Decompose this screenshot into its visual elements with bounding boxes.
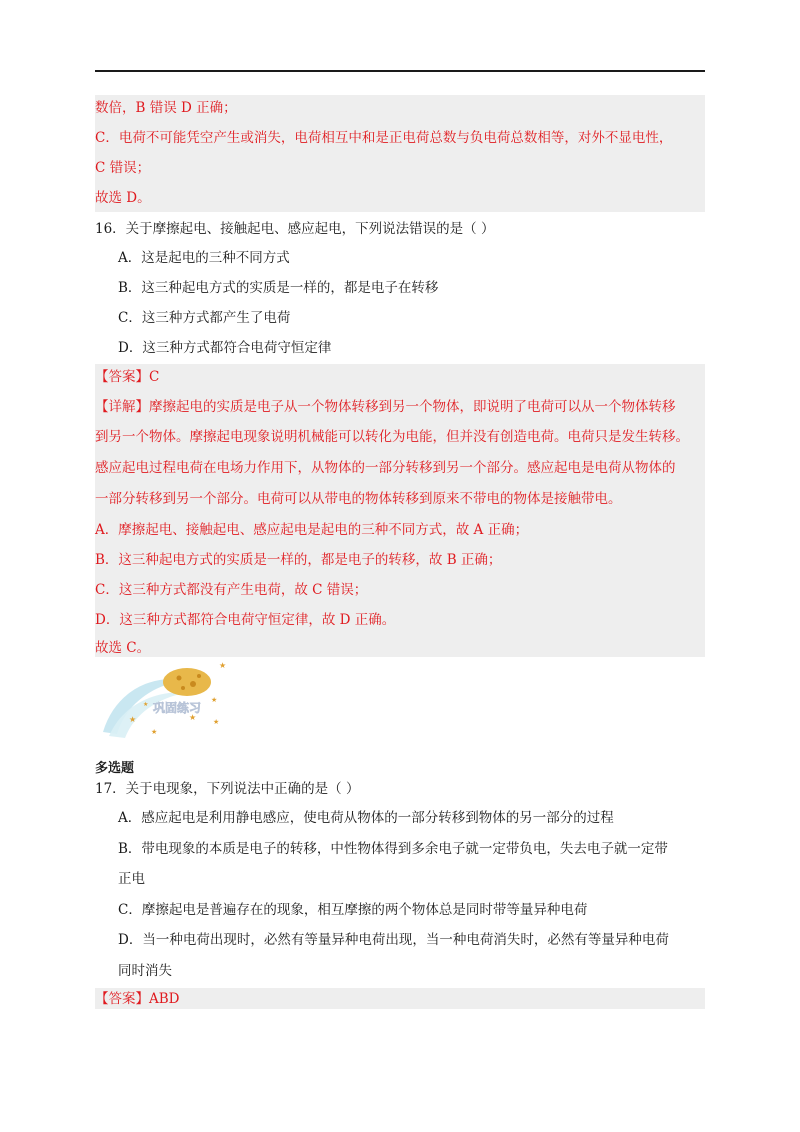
q16-detail-line: A．摩擦起电、接触起电、感应起电是起电的三种不同方式，故 A 正确； bbox=[95, 522, 529, 538]
q17-answer: 【答案】ABD bbox=[95, 991, 180, 1007]
header-rule bbox=[95, 70, 705, 72]
question-16-option-a: A．这是起电的三种不同方式 bbox=[118, 250, 290, 266]
q16-detail-line: 感应起电过程电荷在电场力作用下，从物体的一部分转移到另一个部分。感应起电是电荷从物体的 bbox=[95, 460, 676, 476]
q16-detail-line: 一部分转移到另一个部分。电荷可以从带电的物体转移到原来不带电的物体是接触带电。 bbox=[95, 491, 622, 507]
section-badge-label: 巩固练习 bbox=[153, 701, 202, 715]
q16-detail-line: 到另一个物体。摩擦起电现象说明机械能可以转化为电能，但并没有创造电荷。电荷只是发生转移。 bbox=[95, 429, 689, 445]
question-17-option-c: C．摩擦起电是普遍存在的现象，相互摩擦的两个物体总是同时带等量异种电荷 bbox=[118, 902, 588, 918]
q16-detail-line: B．这三种起电方式的实质是一样的，都是电子的转移，故 B 正确； bbox=[95, 552, 502, 568]
question-17-option-d: D．当一种电荷出现时，必然有等量异种电荷出现，当一种电荷消失时，必然有等量异种电荷 bbox=[118, 932, 669, 948]
question-17-option-b-cont: 正电 bbox=[118, 871, 145, 887]
question-16-option-d: D．这三种方式都符合电荷守恒定律 bbox=[118, 340, 332, 356]
question-16-option-b: B．这三种起电方式的实质是一样的，都是电子在转移 bbox=[118, 280, 439, 296]
svg-text:★: ★ bbox=[211, 696, 218, 704]
prev-solution-line: 数倍，B 错误 D 正确； bbox=[95, 100, 237, 116]
q17-answer-block bbox=[95, 988, 705, 1009]
svg-text:★: ★ bbox=[143, 701, 149, 708]
question-17-stem: 17．关于电现象，下列说法中正确的是（ ） bbox=[95, 781, 360, 797]
svg-text:★: ★ bbox=[151, 728, 158, 736]
section-badge-graphic bbox=[95, 662, 225, 744]
prev-solution-line: C 错误； bbox=[95, 160, 151, 176]
q16-detail-line: D．这三种方式都符合电荷守恒定律，故 D 正确。 bbox=[95, 612, 396, 628]
prev-solution-line: 故选 D。 bbox=[95, 190, 151, 206]
question-17-option-d-cont: 同时消失 bbox=[118, 963, 172, 979]
question-17-option-b: B．带电现象的本质是电子的转移，中性物体得到多余电子就一定带负电，失去电子就一定带 bbox=[118, 841, 668, 857]
section-heading: 多选题 bbox=[95, 761, 135, 776]
prev-solution-line: C．电荷不可能凭空产生或消失，电荷相互中和是正电荷总数与负电荷总数相等，对外不显电性， bbox=[95, 130, 673, 146]
svg-text:★: ★ bbox=[219, 661, 227, 670]
question-16-option-c: C．这三种方式都产生了电荷 bbox=[118, 310, 291, 326]
svg-text:★: ★ bbox=[213, 718, 220, 726]
q16-answer: 【答案】C bbox=[95, 369, 160, 385]
question-17-option-a: A．感应起电是利用静电感应，使电荷从物体的一部分转移到物体的另一部分的过程 bbox=[118, 810, 614, 826]
question-16-stem: 16．关于摩擦起电、接触起电、感应起电，下列说法错误的是（ ） bbox=[95, 221, 495, 237]
svg-text:★: ★ bbox=[129, 715, 137, 724]
q16-detail-line: C．这三种方式都没有产生电荷，故 C 错误； bbox=[95, 582, 368, 598]
q16-detail-line: 【详解】摩擦起电的实质是电子从一个物体转移到另一个物体，即说明了电荷可以从一个物体转移 bbox=[95, 399, 676, 415]
svg-text:★: ★ bbox=[189, 713, 197, 722]
q16-detail-line: 故选 C。 bbox=[95, 640, 151, 656]
